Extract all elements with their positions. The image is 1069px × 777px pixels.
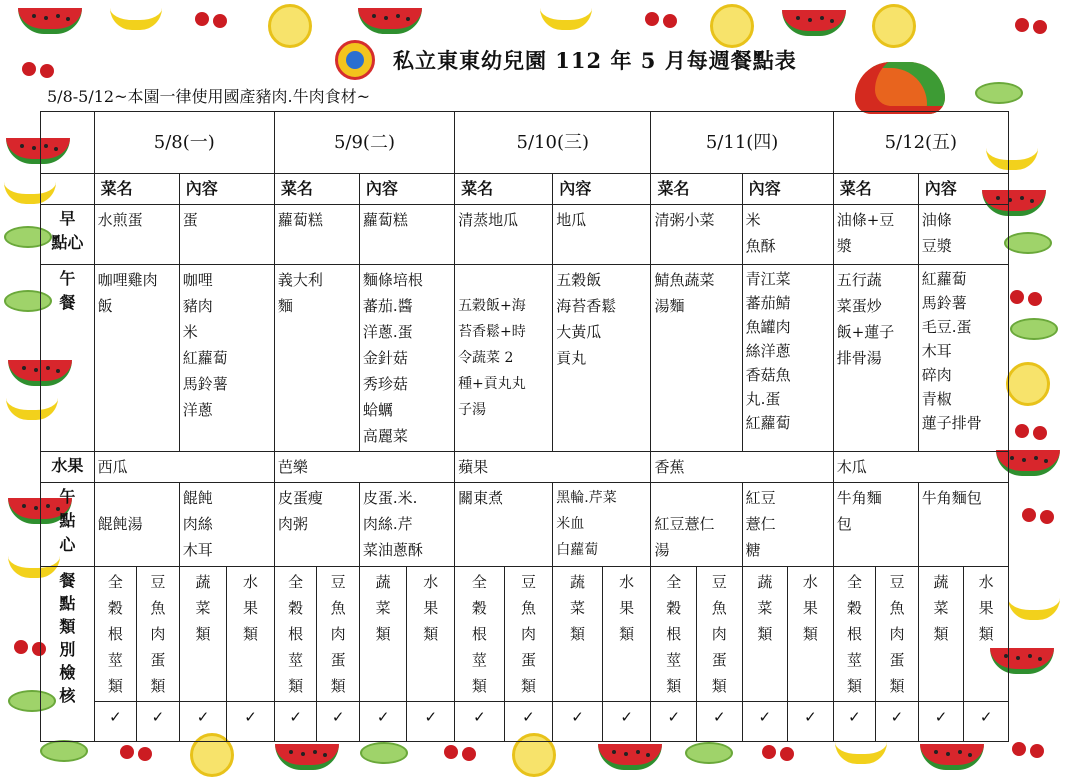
date-header: 5/9(二): [274, 112, 454, 174]
afternoon-dish: 牛角麵 包: [833, 483, 918, 567]
afternoon-content: 皮蛋.米. 肉絲.芹 菜油蔥酥: [359, 483, 454, 567]
lime-icon: [40, 740, 88, 762]
lunch-content: 五穀飯 海苔香鬆 大黃瓜 貢丸: [553, 265, 651, 452]
watermelon-icon: [782, 10, 846, 36]
check-mark: ✓: [876, 702, 919, 742]
breakfast-row: [41, 205, 1009, 265]
lunch-row: [41, 265, 1009, 452]
row-label-lunch: 午 餐: [41, 265, 95, 452]
category-vegetables: 蔬 菜 類: [179, 567, 227, 702]
cherry-icon: [195, 12, 209, 26]
banana-icon: [835, 742, 887, 764]
afternoon-content: 黑輪.芹菜 米血 白蘿蔔: [553, 483, 651, 567]
check-mark: ✓: [359, 702, 407, 742]
content-header: 內容: [359, 174, 454, 205]
banana-icon: [540, 8, 592, 30]
watermelon-icon: [598, 744, 662, 770]
watermelon-icon: [920, 744, 984, 770]
dish-header: 菜名: [94, 174, 179, 205]
category-protein: 豆 魚 肉 蛋 類: [317, 567, 360, 702]
check-mark: ✓: [742, 702, 788, 742]
breakfast-dish: 蘿蔔糕: [274, 205, 359, 265]
cherry-icon: [14, 640, 28, 654]
check-mark: ✓: [137, 702, 180, 742]
food-category-row: [41, 567, 1009, 702]
column-subheader-row: [41, 174, 1009, 205]
check-mark: ✓: [553, 702, 603, 742]
row-label-afternoon-snack: 午 點 心: [41, 483, 95, 567]
breakfast-content: 地瓜: [553, 205, 651, 265]
afternoon-dish: 紅豆薏仁 湯: [651, 483, 742, 567]
weekly-menu-table: [40, 111, 1009, 742]
cherry-icon: [22, 62, 36, 76]
lunch-dish: 鯖魚蔬菜 湯麵: [651, 265, 742, 452]
category-fruit: 水 果 類: [407, 567, 455, 702]
category-protein: 豆 魚 肉 蛋 類: [697, 567, 743, 702]
checkmark-row: [41, 702, 1009, 742]
check-mark: ✓: [651, 702, 697, 742]
category-vegetables: 蔬 菜 類: [359, 567, 407, 702]
fruit-cell: 木瓜: [833, 452, 1008, 483]
dish-header: 菜名: [455, 174, 553, 205]
lime-icon: [685, 742, 733, 764]
cherry-icon: [120, 745, 134, 759]
check-mark: ✓: [94, 702, 137, 742]
breakfast-content: 蛋: [179, 205, 274, 265]
cherry-icon: [1022, 508, 1036, 522]
lunch-dish: 五穀飯+海 苔香鬆+時 令蔬菜 2 種+貢丸丸 子湯: [455, 265, 553, 452]
lemon-icon: [1006, 362, 1050, 406]
date-header-row: [41, 112, 1009, 174]
content-header: 內容: [179, 174, 274, 205]
afternoon-content: 牛角麵包: [918, 483, 1008, 567]
lime-icon: [360, 742, 408, 764]
title-bar: [335, 40, 797, 80]
watermelon-icon: [275, 744, 339, 770]
fruit-row: [41, 452, 1009, 483]
date-header: 5/12(五): [833, 112, 1008, 174]
check-mark: ✓: [918, 702, 964, 742]
cherry-icon: [1012, 742, 1026, 756]
cherry-icon: [444, 745, 458, 759]
breakfast-dish: 清粥小菜: [651, 205, 742, 265]
category-grains: 全 穀 根 莖 類: [274, 567, 317, 702]
category-protein: 豆 魚 肉 蛋 類: [137, 567, 180, 702]
category-fruit: 水 果 類: [788, 567, 834, 702]
check-mark: ✓: [227, 702, 275, 742]
content-header: 內容: [553, 174, 651, 205]
dish-header: 菜名: [274, 174, 359, 205]
row-label-breakfast: 早 點心: [41, 205, 95, 265]
date-header: 5/11(四): [651, 112, 833, 174]
lunch-content: 青江菜 蕃茄鯖 魚罐肉 絲洋蔥 香菇魚 丸.蛋 紅蘿蔔: [742, 265, 833, 452]
dish-header: 菜名: [651, 174, 742, 205]
check-mark: ✓: [317, 702, 360, 742]
category-fruit: 水 果 類: [964, 567, 1009, 702]
category-fruit: 水 果 類: [602, 567, 651, 702]
cherry-icon: [1015, 424, 1029, 438]
banana-icon: [110, 8, 162, 30]
category-grains: 全 穀 根 莖 類: [455, 567, 505, 702]
breakfast-content: 米 魚酥: [742, 205, 833, 265]
corner-cell: [41, 174, 95, 205]
lunch-dish: 義大利 麵: [274, 265, 359, 452]
date-header: 5/10(三): [455, 112, 651, 174]
fruit-cell: 蘋果: [455, 452, 651, 483]
check-mark: ✓: [788, 702, 834, 742]
category-grains: 全 穀 根 莖 類: [651, 567, 697, 702]
category-grains: 全 穀 根 莖 類: [94, 567, 137, 702]
lunch-content: 麵條培根 蕃茄.醬 洋蔥.蛋 金針菇 秀珍菇 蛤蠣 高麗菜: [359, 265, 454, 452]
check-mark: ✓: [697, 702, 743, 742]
lunch-dish: 咖哩雞肉 飯: [94, 265, 179, 452]
category-protein: 豆 魚 肉 蛋 類: [504, 567, 553, 702]
category-vegetables: 蔬 菜 類: [742, 567, 788, 702]
afternoon-dish: 關東煮: [455, 483, 553, 567]
lemon-icon: [268, 4, 312, 48]
category-protein: 豆 魚 肉 蛋 類: [876, 567, 919, 702]
breakfast-dish: 油條+豆 漿: [833, 205, 918, 265]
row-label-food-category-check: 餐 點 類 別 檢 核: [41, 567, 95, 742]
lime-icon: [1004, 232, 1052, 254]
watermelon-icon: [18, 8, 82, 34]
lunch-dish: 五行蔬 菜蛋炒 飯+蓮子 排骨湯: [833, 265, 918, 452]
category-grains: 全 穀 根 莖 類: [833, 567, 876, 702]
cherry-icon: [1015, 18, 1029, 32]
category-vegetables: 蔬 菜 類: [553, 567, 603, 702]
content-header: 內容: [742, 174, 833, 205]
dish-header: 菜名: [833, 174, 918, 205]
afternoon-content: 紅豆 薏仁 糖: [742, 483, 833, 567]
menu-subtitle: 5/8-5/12~本園一律使用國產豬肉.牛肉食材~: [47, 87, 370, 106]
fruit-cell: 西瓜: [94, 452, 274, 483]
breakfast-content: 油條 豆漿: [918, 205, 1008, 265]
lunch-content: 咖哩 豬肉 米 紅蘿蔔 馬鈴薯 洋蔥: [179, 265, 274, 452]
watermelon-icon: [358, 8, 422, 34]
breakfast-dish: 清蒸地瓜: [455, 205, 553, 265]
row-label-fruit: 水果: [41, 452, 95, 483]
cherry-icon: [645, 12, 659, 26]
breakfast-dish: 水煎蛋: [94, 205, 179, 265]
lemon-icon: [872, 4, 916, 48]
check-mark: ✓: [179, 702, 227, 742]
school-logo: [335, 40, 375, 80]
afternoon-dish: 餛飩湯: [94, 483, 179, 567]
fruit-cell: 芭樂: [274, 452, 454, 483]
afternoon-snack-row: [41, 483, 1009, 567]
lime-icon: [1010, 318, 1058, 340]
category-fruit: 水 果 類: [227, 567, 275, 702]
lime-icon: [975, 82, 1023, 104]
page-title: 私立東東幼兒園 112 年 5 月每週餐點表: [393, 48, 797, 73]
category-vegetables: 蔬 菜 類: [918, 567, 964, 702]
check-mark: ✓: [455, 702, 505, 742]
check-mark: ✓: [274, 702, 317, 742]
cherry-icon: [1010, 290, 1024, 304]
corner-cell: [41, 112, 95, 174]
check-mark: ✓: [407, 702, 455, 742]
check-mark: ✓: [504, 702, 553, 742]
vegetable-basket-icon: [855, 62, 945, 114]
fruit-cell: 香蕉: [651, 452, 833, 483]
afternoon-content: 餛飩 肉絲 木耳: [179, 483, 274, 567]
afternoon-dish: 皮蛋瘦 肉粥: [274, 483, 359, 567]
check-mark: ✓: [964, 702, 1009, 742]
check-mark: ✓: [602, 702, 651, 742]
banana-icon: [1008, 598, 1060, 620]
breakfast-content: 蘿蔔糕: [359, 205, 454, 265]
check-mark: ✓: [833, 702, 876, 742]
date-header: 5/8(一): [94, 112, 274, 174]
lunch-content: 紅蘿蔔 馬鈴薯 毛豆.蛋 木耳 碎肉 青椒 蓮子排骨: [918, 265, 1008, 452]
cherry-icon: [762, 745, 776, 759]
content-header: 內容: [918, 174, 1008, 205]
